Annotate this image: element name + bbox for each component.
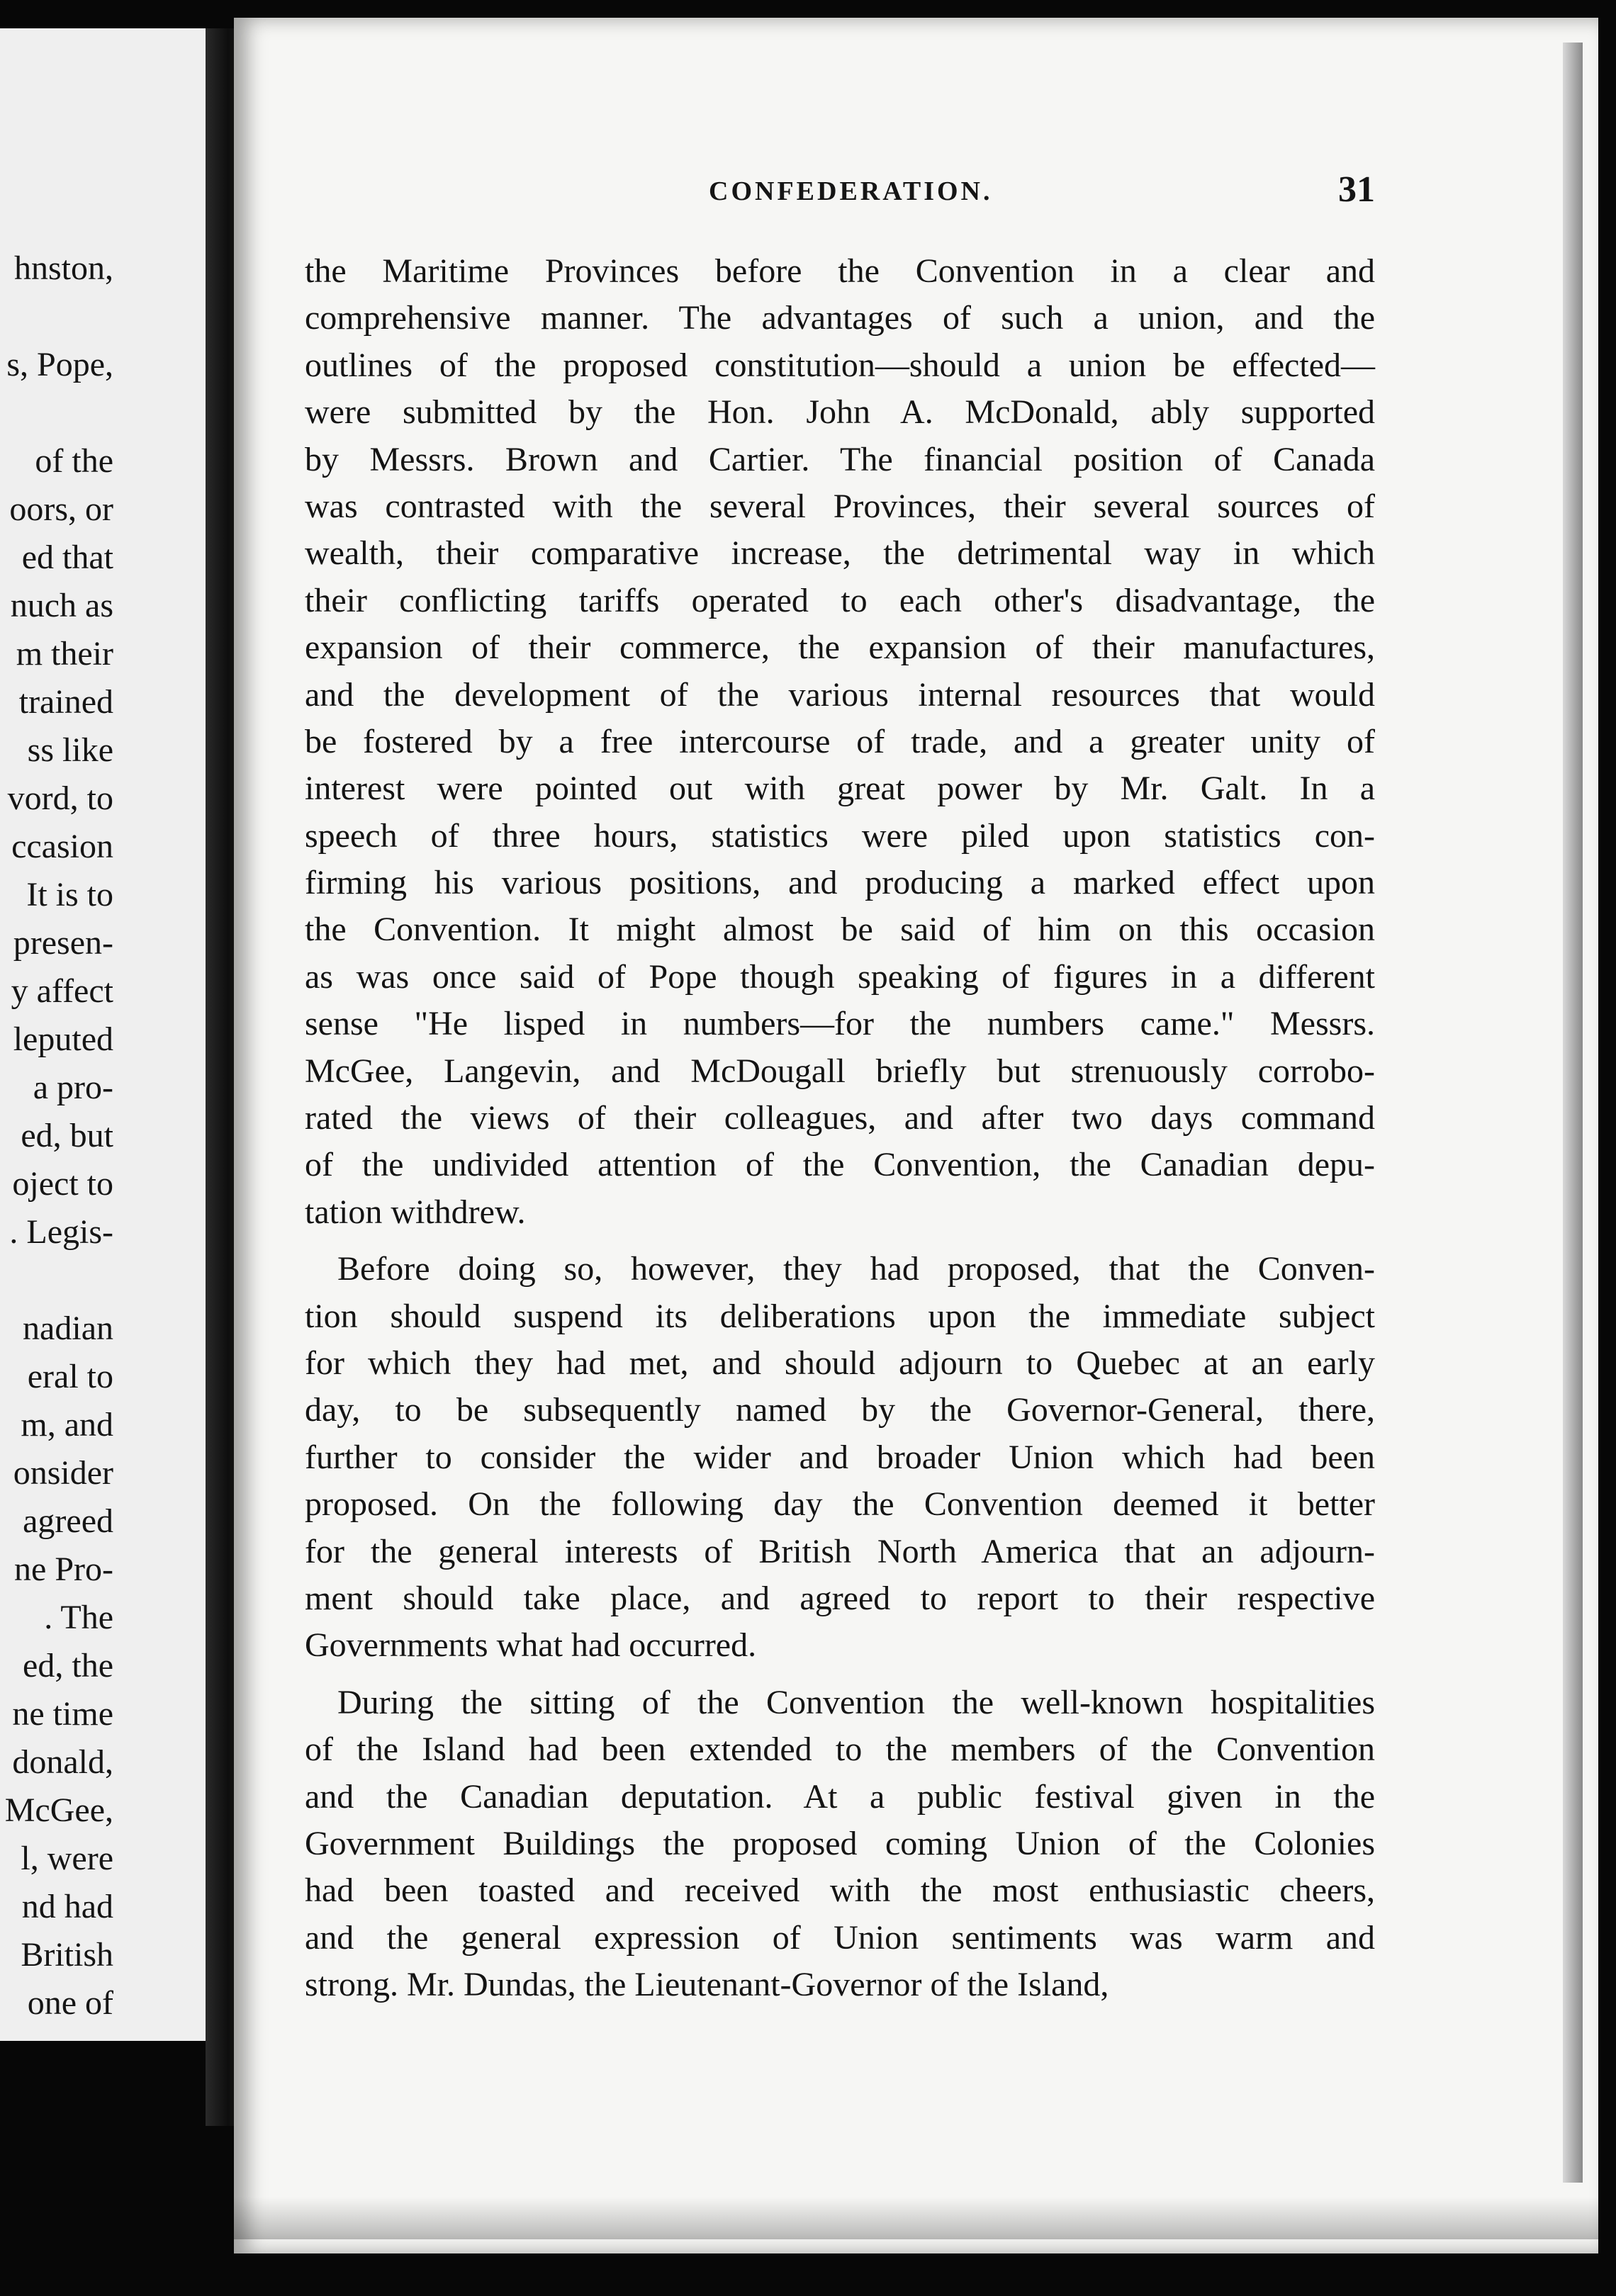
left-page-line: ed, but: [21, 1117, 113, 1154]
left-page-line: oject to: [12, 1165, 113, 1203]
left-page-line: one of: [27, 1984, 113, 2022]
text-line: by Messrs. Brown and Cartier. The financial position of Canada: [305, 440, 1375, 478]
text-line: During the sitting of the Convention the well-known hospitalities: [337, 1683, 1375, 1721]
text-line: strong. Mr. Dundas, the Lieutenant-Governor of the Island,: [305, 1966, 1109, 2004]
text-line: sense "He lisped in numbers—for the numbers came." Messrs.: [305, 1005, 1375, 1043]
left-page-line: nuch as: [10, 587, 113, 624]
text-line: had been toasted and received with the most enthusiastic cheers,: [305, 1872, 1375, 1910]
text-line: were submitted by the Hon. John A. McDonald, ably supported: [305, 393, 1375, 432]
left-page-line: m, and: [21, 1406, 113, 1444]
text-line: for the general interests of British North America that an adjourn-: [305, 1532, 1375, 1570]
left-page-line: ss like: [27, 731, 113, 769]
page-edge: [1563, 43, 1583, 2183]
text-line: further to consider the wider and broader Union which had been: [305, 1438, 1375, 1476]
text-line: tion should suspend its deliberations upon the immediate subject: [305, 1297, 1375, 1335]
left-page-line: ne time: [12, 1695, 113, 1733]
left-page-line: donald,: [12, 1743, 113, 1781]
left-page-line: eral to: [27, 1358, 113, 1395]
left-page-line: ccasion: [11, 828, 113, 865]
text-line: as was once said of Pope though speaking of figures in a different: [305, 957, 1375, 996]
text-line: and the general expression of Union sentiments was warm and: [305, 1918, 1375, 1957]
text-line: and the development of the various internal resources that would: [305, 675, 1375, 714]
left-page-line: ne Pro-: [14, 1551, 113, 1588]
text-line: speech of three hours, statistics were piled upon statistics con-: [305, 816, 1375, 855]
text-line: firming his various positions, and producing a marked effect upon: [305, 864, 1375, 902]
text-line: Governments what had occurred.: [305, 1626, 757, 1665]
left-page-line: m their: [16, 635, 113, 673]
text-line: interest were pointed out with great power by Mr. Galt. In a: [305, 770, 1375, 808]
text-line: Government Buildings the proposed coming Union of the Colonies: [305, 1824, 1375, 1862]
text-line: be fostered by a free intercourse of trade, and a greater unity of: [305, 722, 1375, 760]
left-page-line: . Legis-: [9, 1213, 113, 1251]
text-line: proposed. On the following day the Convention deemed it better: [305, 1485, 1375, 1524]
left-page-line: It is to: [26, 876, 113, 913]
paragraph: [305, 248, 1375, 1236]
text-line: McGee, Langevin, and McDougall briefly but strenuously corrobo-: [305, 1052, 1375, 1090]
running-head: CONFEDERATION.: [709, 176, 993, 206]
text-line: wealth, their comparative increase, the detrimental way in which: [305, 534, 1375, 573]
page-number: 31: [1338, 169, 1375, 210]
left-page-line: British: [21, 1936, 113, 1974]
text-line: comprehensive manner. The advantages of such a union, and the: [305, 299, 1375, 337]
text-line: and the Canadian deputation. At a public festival given in the: [305, 1777, 1375, 1816]
text-line: outlines of the proposed constitution—should a union be effected—: [305, 346, 1375, 384]
left-page-line: presen-: [13, 924, 113, 962]
paragraph: [305, 1246, 1375, 1670]
left-page-line: s, Pope,: [6, 346, 113, 383]
left-page-line: oors, or: [9, 490, 113, 528]
text-line: of the undivided attention of the Convention, the Canadian depu-: [305, 1146, 1375, 1184]
left-page-line: agreed: [23, 1502, 113, 1540]
left-page-line: nadian: [23, 1310, 113, 1347]
left-page-line: onsider: [13, 1454, 113, 1492]
left-page-line: hnston,: [13, 249, 113, 287]
text-line: their conflicting tariffs operated to each other's disadvantage, the: [305, 581, 1375, 619]
text-line: of the Island had been extended to the members of the Convention: [305, 1731, 1375, 1769]
text-line: rated the views of their colleagues, and after two days command: [305, 1099, 1375, 1137]
text-line: the Convention. It might almost be said of him on this occasion: [305, 911, 1375, 949]
left-page-line: a pro-: [33, 1069, 113, 1106]
text-line: tation withdrew.: [305, 1193, 526, 1231]
left-page-line: ed that: [21, 539, 113, 576]
text-line: ment should take place, and agreed to report to their respective: [305, 1579, 1375, 1617]
text-line: the Maritime Provinces before the Convention in a clear and: [305, 252, 1375, 290]
left-page-line: nd had: [21, 1888, 113, 1925]
text-line: expansion of their commerce, the expansion of their manufactures,: [305, 629, 1375, 667]
text-line: for which they had met, and should adjourn to Quebec at an early: [305, 1344, 1375, 1382]
left-page: [0, 28, 206, 2041]
left-page-line: trained: [18, 683, 113, 721]
left-page-line: l, were: [21, 1840, 113, 1877]
text-line: was contrasted with the several Provinces, their several sources of: [305, 487, 1375, 525]
left-page-line: McGee,: [4, 1791, 113, 1829]
paragraph: [305, 1679, 1375, 2009]
left-page-line: y affect: [11, 972, 113, 1010]
text-line: day, to be subsequently named by the Governor-General, there,: [305, 1391, 1375, 1429]
left-page-line: vord, to: [7, 780, 113, 817]
left-page-line: of the: [35, 442, 113, 480]
left-page-line-ends: [0, 244, 113, 2027]
left-page-line: leputed: [13, 1020, 113, 1058]
page-bottom-shadow: [234, 2197, 1598, 2239]
text-line: Before doing so, however, they had proposed, that the Conven-: [337, 1250, 1375, 1288]
left-page-line: ed, the: [23, 1647, 113, 1684]
body-text: [305, 248, 1375, 2008]
left-page-line: . The: [44, 1599, 113, 1636]
